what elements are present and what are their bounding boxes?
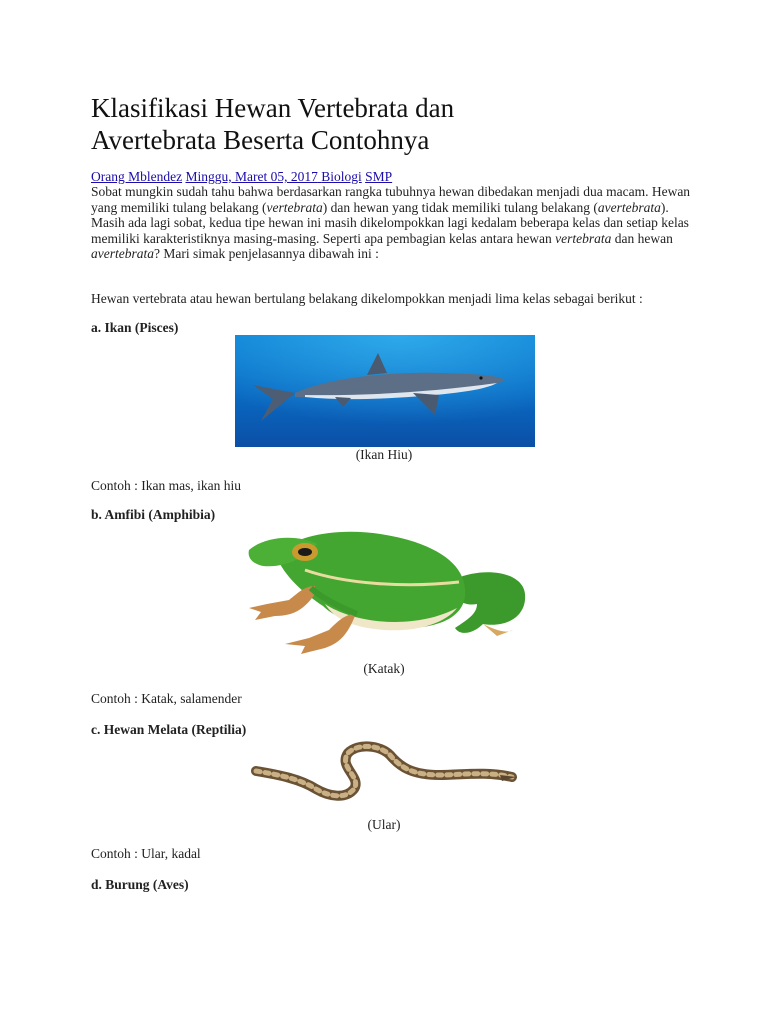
caption-frog: (Katak) (363, 661, 405, 676)
snake-photo (250, 741, 520, 805)
intro-text-run: Sobat mungkin sudah tahu bahwa berdasarkan rangka tubuhnya hewan dibedakan menjadi dua macam. Hewan yang memiliki tulang belakang ( (91, 184, 691, 215)
title-line-2: Avertebrata Beserta Contohnya (91, 125, 430, 155)
intro-text-run: ? Mari simak penjelasannya dibawah ini : (154, 246, 379, 261)
intro-text-run: dan hewan (611, 230, 673, 246)
intro-text-run: ) dan hewan yang tidak memiliki tulang belakang ( (322, 199, 598, 215)
intro-text-run: ). Masih ada lagi sobat, kedua tipe hewan ini masih dikelompokkan lagi kedalam beberapa kelas dan setiap kelas memiliki karakteristiknya masing-masing. Seperti apa pembagian kelas antara hewan (91, 199, 689, 246)
section-heading-amphibia: b. Amfibi (Amphibia) (91, 507, 216, 522)
example-amphibia: Contoh : Katak, salamender (91, 691, 242, 706)
lead-paragraph: Hewan vertebrata atau hewan bertulang belakang dikelompokkan menjadi lima kelas sebagai berikut : (91, 291, 643, 306)
section-heading-reptilia: c. Hewan Melata (Reptilia) (91, 722, 247, 737)
section-heading-pisces: a. Ikan (Pisces) (91, 320, 179, 335)
frog-photo (245, 524, 530, 660)
intro-italic-term: avertebrata (91, 246, 154, 261)
page-title (91, 92, 711, 156)
label-biologi-link[interactable]: Biologi (321, 169, 362, 184)
caption-snake: (Ular) (367, 817, 401, 832)
date-link[interactable]: Minggu, Maret 05, 2017 (185, 169, 318, 184)
intro-italic-term: vertebrata (555, 230, 612, 246)
example-reptilia: Contoh : Ular, kadal (91, 846, 201, 861)
intro-italic-term: vertebrata (266, 199, 323, 215)
example-pisces: Contoh : Ikan mas, ikan hiu (91, 478, 241, 493)
post-meta (91, 169, 392, 185)
label-smp-link[interactable]: SMP (365, 169, 393, 184)
intro-italic-term: avertebrata (597, 199, 661, 215)
caption-shark: (Ikan Hiu) (355, 447, 413, 462)
title-line-1: Klasifikasi Hewan Vertebrata dan (91, 93, 455, 123)
shark-photo (235, 335, 535, 447)
author-link[interactable]: Orang Mblendez (91, 169, 183, 184)
intro-paragraph (91, 184, 691, 262)
section-heading-aves: d. Burung (Aves) (91, 877, 189, 892)
